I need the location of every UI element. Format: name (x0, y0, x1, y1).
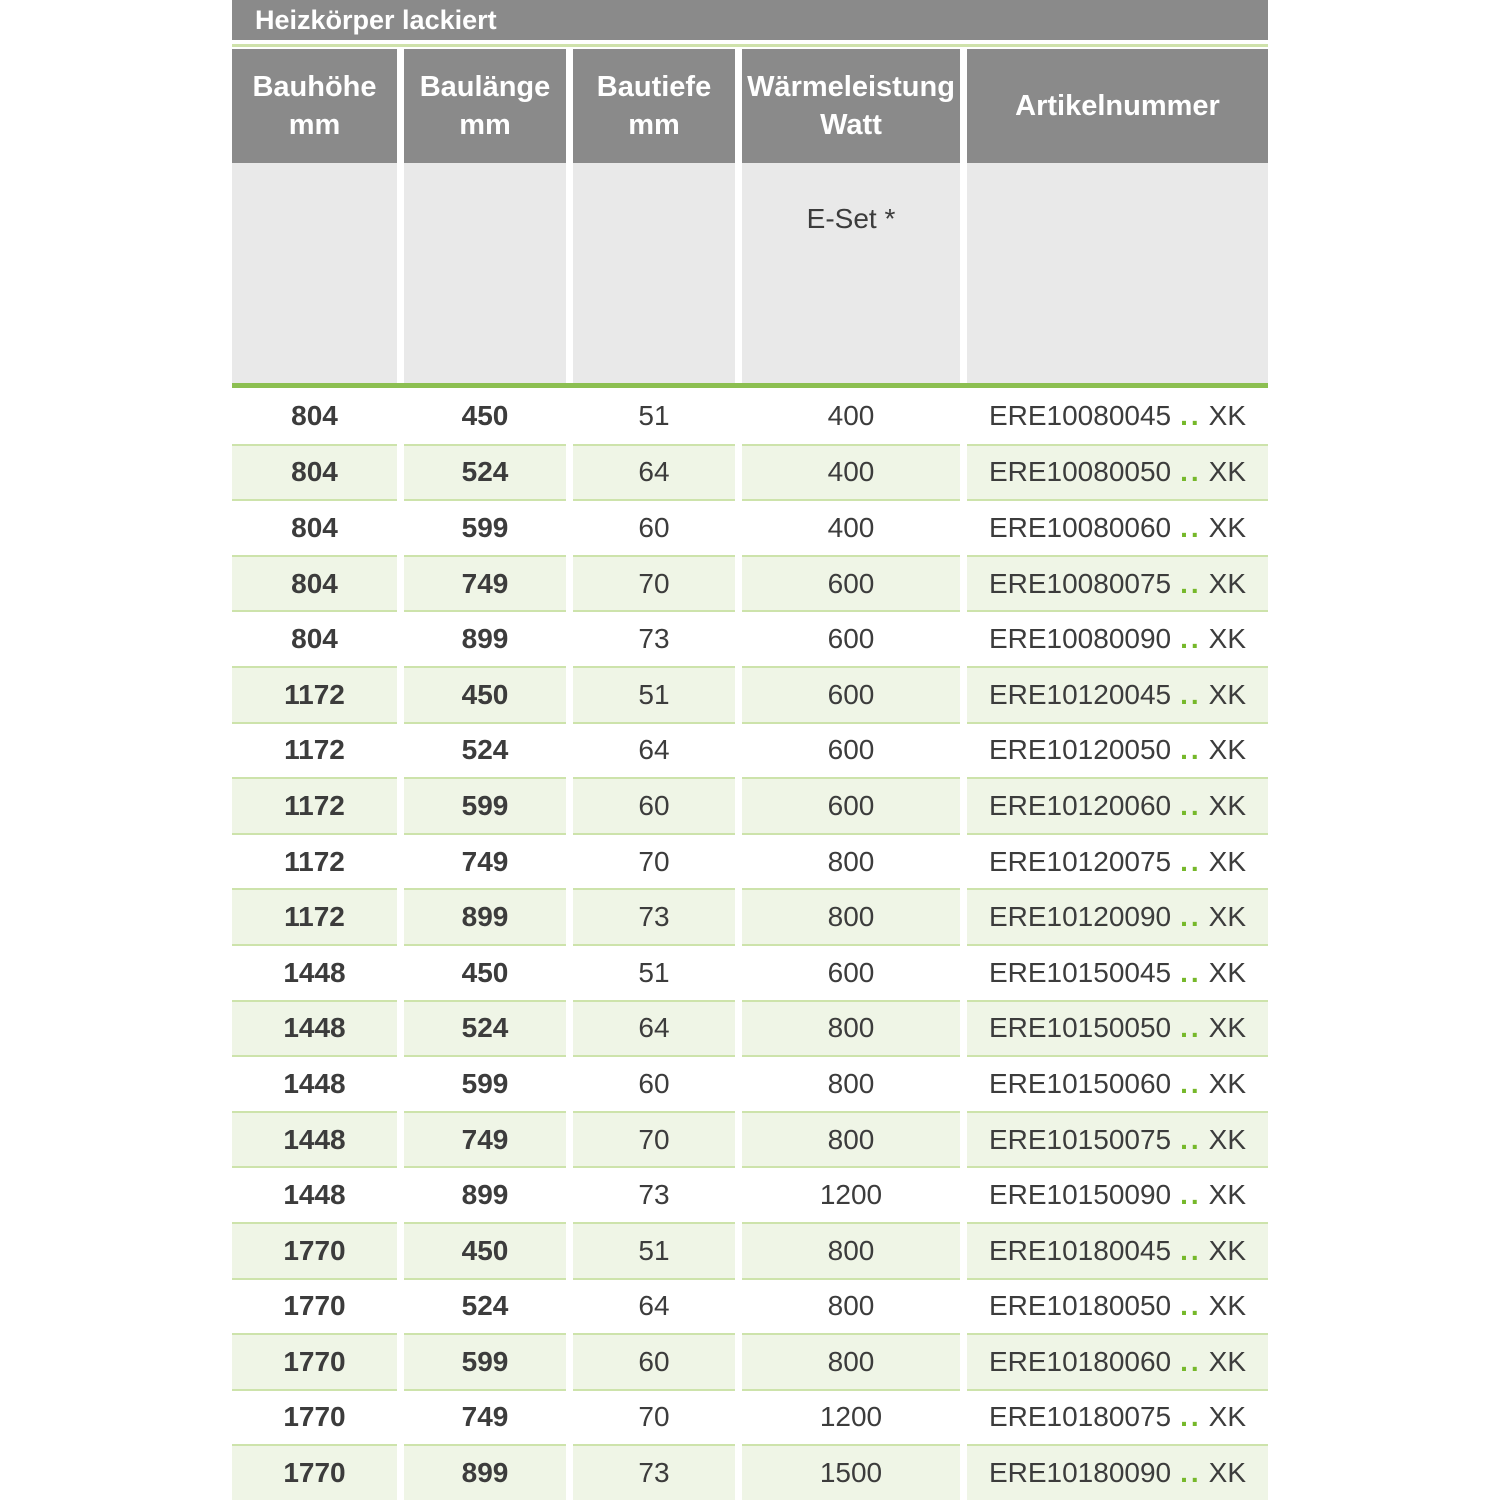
watt-value: 800 (827, 901, 875, 933)
cell-bautiefe (573, 888, 735, 944)
artikel-suffix: XK (1208, 1234, 1247, 1266)
cell-watt (742, 1278, 960, 1334)
cell-bautiefe (573, 555, 735, 611)
subheader-cell-baulaenge (404, 163, 566, 383)
bautiefe-value: 73 (638, 901, 670, 933)
cell-baulaenge (404, 777, 566, 833)
artikel-prefix: ERE10150060 (988, 1067, 1172, 1099)
table-row (232, 833, 1268, 889)
cell-watt (742, 944, 960, 1000)
bauhoehe-value: 1448 (283, 1179, 346, 1211)
cell-artikelnummer (967, 1278, 1268, 1334)
cell-watt (742, 499, 960, 555)
artikel-prefix: ERE10180045 (988, 1234, 1172, 1266)
bauhoehe-value: 1448 (283, 956, 346, 988)
cell-artikelnummer (967, 666, 1268, 722)
bauhoehe-value: 1172 (284, 789, 345, 821)
cell-baulaenge (404, 1166, 566, 1222)
watt-value: 800 (827, 1345, 875, 1377)
artikel-prefix: ERE10180060 (988, 1345, 1172, 1377)
bautiefe-value: 51 (638, 956, 670, 988)
baulaenge-value: 899 (461, 1179, 509, 1211)
baulaenge-value: 524 (461, 1012, 509, 1044)
artikel-dots: .. (1180, 734, 1202, 766)
artikel-suffix: XK (1208, 678, 1247, 710)
table-title-bar (232, 0, 1268, 40)
cell-watt (742, 1222, 960, 1278)
cell-watt (742, 777, 960, 833)
cell-bauhoehe (232, 888, 397, 944)
eset-note: E-Set * (806, 203, 896, 234)
baulaenge-value: 524 (461, 734, 509, 766)
bauhoehe-value: 804 (291, 399, 338, 431)
cell-bauhoehe (232, 444, 397, 500)
cell-artikelnummer (967, 1444, 1268, 1500)
artikel-suffix: XK (1208, 1123, 1247, 1155)
cell-baulaenge (404, 666, 566, 722)
artikel-suffix: XK (1208, 1012, 1247, 1044)
artikel-suffix: XK (1208, 1290, 1247, 1322)
cell-baulaenge (404, 444, 566, 500)
artikel-prefix: ERE10080050 (988, 456, 1172, 488)
watt-value: 400 (827, 456, 875, 488)
cell-artikelnummer (967, 388, 1268, 444)
cell-artikelnummer (967, 555, 1268, 611)
baulaenge-value: 450 (461, 678, 509, 710)
header-cell-bauhoehe (232, 49, 397, 163)
baulaenge-value: 599 (461, 789, 509, 821)
cell-artikelnummer (967, 1389, 1268, 1445)
cell-watt (742, 722, 960, 778)
artikel-prefix: ERE10150075 (988, 1123, 1172, 1155)
cell-watt (742, 388, 960, 444)
artikel-dots: .. (1180, 1067, 1202, 1099)
artikel-dots: .. (1180, 678, 1202, 710)
header-label: Baulänge (419, 71, 551, 103)
artikel-suffix: XK (1208, 1179, 1247, 1211)
bautiefe-value: 70 (638, 1401, 670, 1433)
header-unit: mm (459, 109, 511, 141)
artikel-dots: .. (1180, 511, 1202, 543)
subheader-cell-bauhoehe (232, 163, 397, 383)
artikel-dots: .. (1180, 567, 1202, 599)
bauhoehe-value: 804 (291, 567, 338, 599)
bautiefe-value: 60 (638, 511, 670, 543)
cell-watt (742, 610, 960, 666)
header-unit: Watt (820, 109, 882, 141)
subheader-cell-bautiefe (573, 163, 735, 383)
cell-bautiefe (573, 388, 735, 444)
cell-bautiefe (573, 1166, 735, 1222)
bauhoehe-value: 804 (291, 456, 338, 488)
header-cell-bautiefe (573, 49, 735, 163)
cell-baulaenge (404, 1222, 566, 1278)
cell-baulaenge (404, 722, 566, 778)
watt-value: 1200 (819, 1401, 883, 1433)
cell-artikelnummer (967, 1333, 1268, 1389)
cell-artikelnummer (967, 1111, 1268, 1167)
bautiefe-value: 64 (638, 1290, 670, 1322)
artikel-suffix: XK (1208, 1401, 1247, 1433)
cell-bautiefe (573, 499, 735, 555)
cell-watt (742, 1389, 960, 1445)
artikel-suffix: XK (1208, 511, 1247, 543)
table-row (232, 666, 1268, 722)
cell-bauhoehe (232, 1000, 397, 1056)
bauhoehe-value: 1770 (283, 1234, 346, 1266)
artikel-suffix: XK (1208, 1067, 1247, 1099)
cell-baulaenge (404, 1055, 566, 1111)
header-cell-baulaenge (404, 49, 566, 163)
cell-watt (742, 555, 960, 611)
artikel-suffix: XK (1208, 399, 1247, 431)
bautiefe-value: 51 (638, 399, 670, 431)
cell-artikelnummer (967, 833, 1268, 889)
table-row (232, 388, 1268, 444)
artikel-dots: .. (1180, 901, 1202, 933)
artikel-suffix: XK (1208, 567, 1247, 599)
cell-bautiefe (573, 722, 735, 778)
artikel-prefix: ERE10180050 (988, 1290, 1172, 1322)
header-label: Wärmeleistung (747, 71, 955, 103)
cell-bauhoehe (232, 1111, 397, 1167)
cell-watt (742, 1444, 960, 1500)
artikel-prefix: ERE10120090 (988, 901, 1172, 933)
bauhoehe-value: 1770 (283, 1457, 346, 1489)
watt-value: 800 (827, 1067, 875, 1099)
table-row (232, 1444, 1268, 1500)
cell-bauhoehe (232, 1222, 397, 1278)
cell-baulaenge (404, 944, 566, 1000)
baulaenge-value: 599 (461, 511, 509, 543)
cell-watt (742, 444, 960, 500)
baulaenge-value: 749 (461, 845, 509, 877)
bautiefe-value: 51 (638, 678, 670, 710)
watt-value: 1500 (819, 1457, 883, 1489)
cell-artikelnummer (967, 777, 1268, 833)
artikel-dots: .. (1180, 399, 1202, 431)
cell-bauhoehe (232, 1444, 397, 1500)
baulaenge-value: 450 (461, 956, 509, 988)
artikel-suffix: XK (1208, 623, 1247, 655)
watt-value: 600 (827, 678, 875, 710)
baulaenge-value: 749 (461, 567, 509, 599)
artikel-prefix: ERE10150050 (988, 1012, 1172, 1044)
bautiefe-value: 60 (638, 1067, 670, 1099)
artikel-prefix: ERE10120050 (988, 734, 1172, 766)
bauhoehe-value: 804 (291, 511, 338, 543)
bauhoehe-value: 1172 (284, 678, 345, 710)
baulaenge-value: 899 (461, 901, 509, 933)
artikel-dots: .. (1180, 845, 1202, 877)
baulaenge-value: 899 (461, 623, 509, 655)
watt-value: 1200 (819, 1179, 883, 1211)
cell-bauhoehe (232, 1055, 397, 1111)
table-row (232, 888, 1268, 944)
cell-baulaenge (404, 555, 566, 611)
subheader-cell-artikelnummer (967, 163, 1268, 383)
watt-value: 800 (827, 1012, 875, 1044)
artikel-prefix: ERE10080045 (988, 399, 1172, 431)
cell-artikelnummer (967, 944, 1268, 1000)
bauhoehe-value: 1448 (283, 1123, 346, 1155)
header-label: Artikelnummer (1015, 90, 1220, 122)
cell-bauhoehe (232, 944, 397, 1000)
bautiefe-value: 64 (638, 734, 670, 766)
bautiefe-value: 51 (638, 1234, 670, 1266)
watt-value: 400 (827, 511, 875, 543)
watt-value: 400 (827, 399, 875, 431)
cell-bautiefe (573, 1055, 735, 1111)
artikel-dots: .. (1180, 1123, 1202, 1155)
cell-baulaenge (404, 888, 566, 944)
artikel-suffix: XK (1208, 901, 1247, 933)
header-label: Bauhöhe (252, 71, 377, 103)
cell-bauhoehe (232, 666, 397, 722)
cell-bauhoehe (232, 388, 397, 444)
bautiefe-value: 64 (638, 456, 670, 488)
cell-baulaenge (404, 1111, 566, 1167)
cell-bautiefe (573, 444, 735, 500)
bautiefe-value: 64 (638, 1012, 670, 1044)
artikel-suffix: XK (1208, 956, 1247, 988)
bautiefe-value: 73 (638, 623, 670, 655)
cell-bauhoehe (232, 833, 397, 889)
cell-bautiefe (573, 1389, 735, 1445)
watt-value: 800 (827, 1123, 875, 1155)
cell-artikelnummer (967, 1166, 1268, 1222)
watt-value: 600 (827, 567, 875, 599)
cell-watt (742, 1055, 960, 1111)
cell-baulaenge (404, 1000, 566, 1056)
cell-baulaenge (404, 610, 566, 666)
artikel-dots: .. (1180, 623, 1202, 655)
artikel-prefix: ERE10180090 (988, 1457, 1172, 1489)
cell-artikelnummer (967, 610, 1268, 666)
cell-bauhoehe (232, 1333, 397, 1389)
cell-bautiefe (573, 1222, 735, 1278)
artikel-suffix: XK (1208, 734, 1247, 766)
artikel-dots: .. (1180, 956, 1202, 988)
artikel-suffix: XK (1208, 1457, 1247, 1489)
cell-artikelnummer (967, 1000, 1268, 1056)
artikel-dots: .. (1180, 1345, 1202, 1377)
table-row (232, 1278, 1268, 1334)
baulaenge-value: 599 (461, 1067, 509, 1099)
artikel-dots: .. (1180, 456, 1202, 488)
artikel-dots: .. (1180, 1234, 1202, 1266)
artikel-suffix: XK (1208, 1345, 1247, 1377)
cell-bautiefe (573, 1444, 735, 1500)
cell-artikelnummer (967, 888, 1268, 944)
table-row (232, 777, 1268, 833)
bautiefe-value: 70 (638, 567, 670, 599)
artikel-prefix: ERE10150090 (988, 1179, 1172, 1211)
table-row (232, 444, 1268, 500)
artikel-prefix: ERE10180075 (988, 1401, 1172, 1433)
artikel-prefix: ERE10120060 (988, 789, 1172, 821)
cell-bautiefe (573, 1333, 735, 1389)
baulaenge-value: 450 (461, 1234, 509, 1266)
table-row (232, 610, 1268, 666)
table-row (232, 722, 1268, 778)
artikel-dots: .. (1180, 1401, 1202, 1433)
header-unit: mm (288, 109, 341, 141)
cell-baulaenge (404, 388, 566, 444)
table-row (232, 944, 1268, 1000)
cell-artikelnummer (967, 722, 1268, 778)
watt-value: 600 (827, 734, 875, 766)
table-body (232, 388, 1268, 1500)
baulaenge-value: 524 (461, 1290, 509, 1322)
bauhoehe-value: 1172 (284, 734, 345, 766)
cell-watt (742, 1166, 960, 1222)
cell-bautiefe (573, 610, 735, 666)
bautiefe-value: 60 (638, 789, 670, 821)
cell-baulaenge (404, 1389, 566, 1445)
table-title: Heizkörper lackiert (255, 4, 497, 35)
cell-bauhoehe (232, 499, 397, 555)
bautiefe-value: 73 (638, 1457, 670, 1489)
cell-watt (742, 666, 960, 722)
bautiefe-value: 73 (638, 1179, 670, 1211)
table-header-row (232, 49, 1268, 163)
bauhoehe-value: 1172 (284, 845, 345, 877)
cell-bautiefe (573, 944, 735, 1000)
cell-baulaenge (404, 833, 566, 889)
cell-bauhoehe (232, 722, 397, 778)
bautiefe-value: 70 (638, 845, 670, 877)
artikel-prefix: ERE10120045 (988, 678, 1172, 710)
artikel-suffix: XK (1208, 845, 1247, 877)
baulaenge-value: 749 (461, 1401, 509, 1433)
artikel-prefix: ERE10150045 (988, 956, 1172, 988)
cell-bautiefe (573, 777, 735, 833)
header-unit: mm (628, 109, 680, 141)
artikel-prefix: ERE10120075 (988, 845, 1172, 877)
baulaenge-value: 749 (461, 1123, 509, 1155)
baulaenge-value: 899 (461, 1457, 509, 1489)
cell-bauhoehe (232, 555, 397, 611)
bauhoehe-value: 1172 (284, 901, 345, 933)
cell-baulaenge (404, 1278, 566, 1334)
artikel-dots: .. (1180, 1457, 1202, 1489)
watt-value: 800 (827, 845, 875, 877)
bautiefe-value: 60 (638, 1345, 670, 1377)
watt-value: 600 (827, 623, 875, 655)
cell-bauhoehe (232, 1278, 397, 1334)
bauhoehe-value: 1770 (283, 1401, 346, 1433)
table-row (232, 1222, 1268, 1278)
baulaenge-value: 450 (461, 399, 509, 431)
cell-bauhoehe (232, 777, 397, 833)
table-subheader-row (232, 163, 1268, 383)
header-cell-waermeleistung (742, 49, 960, 163)
subheader-cell-waermeleistung (742, 163, 960, 383)
artikel-suffix: XK (1208, 456, 1247, 488)
cell-artikelnummer (967, 1222, 1268, 1278)
artikel-suffix: XK (1208, 789, 1247, 821)
cell-baulaenge (404, 1444, 566, 1500)
header-label: Bautiefe (596, 71, 712, 103)
cell-baulaenge (404, 1333, 566, 1389)
watt-value: 800 (827, 1234, 875, 1266)
watt-value: 600 (827, 956, 875, 988)
table-row (232, 1389, 1268, 1445)
cell-bautiefe (573, 1111, 735, 1167)
bauhoehe-value: 1770 (283, 1345, 346, 1377)
header-cell-artikelnummer (967, 49, 1268, 163)
bauhoehe-value: 1770 (283, 1290, 346, 1322)
cell-bautiefe (573, 1278, 735, 1334)
cell-artikelnummer (967, 499, 1268, 555)
bauhoehe-value: 1448 (283, 1012, 346, 1044)
artikel-dots: .. (1180, 1179, 1202, 1211)
cell-bauhoehe (232, 610, 397, 666)
artikel-prefix: ERE10080060 (988, 511, 1172, 543)
cell-watt (742, 1000, 960, 1056)
table-row (232, 1166, 1268, 1222)
artikel-dots: .. (1180, 1012, 1202, 1044)
table-row (232, 1055, 1268, 1111)
cell-watt (742, 1111, 960, 1167)
cell-bauhoehe (232, 1166, 397, 1222)
artikel-dots: .. (1180, 1290, 1202, 1322)
cell-bautiefe (573, 666, 735, 722)
watt-value: 600 (827, 789, 875, 821)
cell-watt (742, 1333, 960, 1389)
baulaenge-value: 524 (461, 456, 509, 488)
artikel-dots: .. (1180, 789, 1202, 821)
table-row (232, 1000, 1268, 1056)
table-row (232, 499, 1268, 555)
table-row (232, 555, 1268, 611)
cell-artikelnummer (967, 444, 1268, 500)
watt-value: 800 (827, 1290, 875, 1322)
bautiefe-value: 70 (638, 1123, 670, 1155)
cell-watt (742, 833, 960, 889)
cell-watt (742, 888, 960, 944)
cell-baulaenge (404, 499, 566, 555)
cell-bauhoehe (232, 1389, 397, 1445)
table-row (232, 1111, 1268, 1167)
cell-bautiefe (573, 833, 735, 889)
artikel-prefix: ERE10080090 (988, 623, 1172, 655)
baulaenge-value: 599 (461, 1345, 509, 1377)
cell-bautiefe (573, 1000, 735, 1056)
artikel-prefix: ERE10080075 (988, 567, 1172, 599)
cell-artikelnummer (967, 1055, 1268, 1111)
bauhoehe-value: 1448 (283, 1067, 346, 1099)
bauhoehe-value: 804 (291, 623, 338, 655)
product-table (232, 0, 1268, 1500)
table-row (232, 1333, 1268, 1389)
